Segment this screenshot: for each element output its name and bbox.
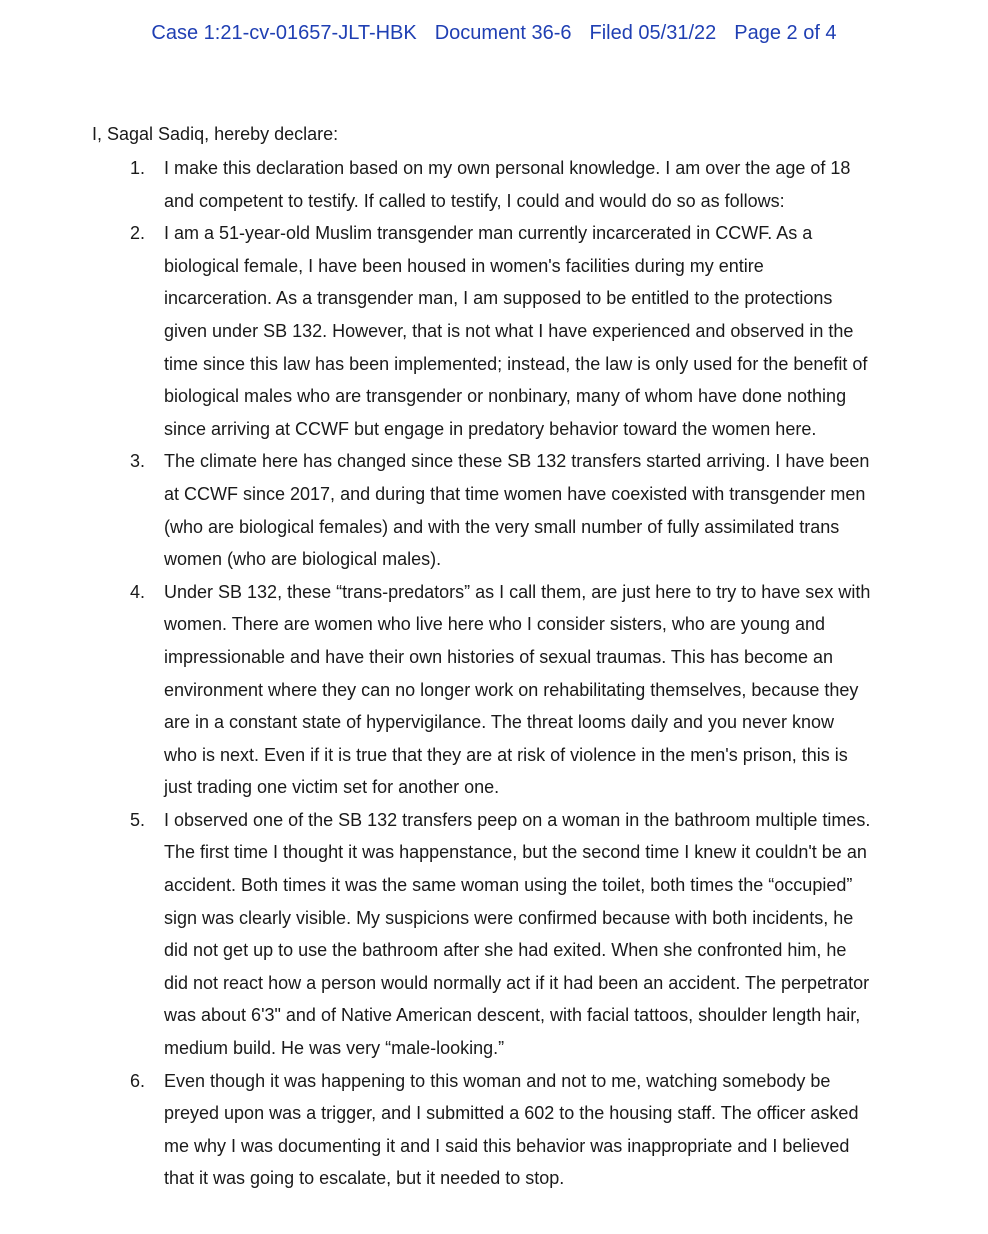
paragraph-line: medium build. He was very “male-looking.”	[164, 1038, 505, 1059]
numbered-paragraphs	[130, 152, 910, 1195]
paragraph-line: since arriving at CCWF but engage in predatory behavior toward the women here.	[164, 418, 817, 439]
paragraph-number: 4.	[130, 581, 146, 602]
paragraph-line: preyed upon was a trigger, and I submitted a 602 to the housing staff. The officer asked	[164, 1103, 859, 1124]
numbered-paragraph	[130, 152, 910, 217]
paragraph-line: at CCWF since 2017, and during that time women have coexisted with transgender men	[164, 483, 866, 504]
paragraph-line: and competent to testify. If called to testify, I could and would do so as follows:	[164, 190, 785, 211]
numbered-paragraph	[130, 445, 910, 575]
numbered-paragraph	[130, 1065, 910, 1195]
paragraph-number: 3.	[130, 451, 146, 472]
paragraph-line: I am a 51-year-old Muslim transgender man currently incarcerated in CCWF. As a	[164, 223, 813, 244]
paragraph-line: I make this declaration based on my own personal knowledge. I am over the age of 18	[164, 158, 851, 178]
case-number: Case 1:21-cv-01657-JLT-HBK	[151, 22, 417, 44]
paragraph-line: given under SB 132. However, that is not what I have experienced and observed in the	[164, 320, 854, 341]
court-filing-header	[0, 22, 988, 45]
paragraph-line: biological males who are transgender or nonbinary, many of whom have done nothing	[164, 386, 847, 407]
paragraph-number: 1.	[130, 158, 146, 178]
numbered-paragraph	[130, 217, 910, 445]
paragraph-line: accident. Both times it was the same woman using the toilet, both times the “occupied”	[164, 875, 853, 896]
numbered-paragraph	[130, 804, 910, 1065]
declaration-intro: I, Sagal Sadiq, hereby declare:	[92, 124, 339, 144]
paragraph-line: Even though it was happening to this woman and not to me, watching somebody be	[164, 1070, 831, 1091]
paragraph-line: just trading one victim set for another one.	[164, 777, 500, 798]
document-number: Document 36-6	[434, 22, 572, 44]
paragraph-line: time since this law has been implemented; instead, the law is only used for the benefit of	[164, 353, 868, 374]
paragraph-line: did not get up to use the bathroom after she had exited. When she confronted him, he	[164, 940, 847, 961]
paragraph-line: The climate here has changed since these SB 132 transfers started arriving. I have been	[164, 451, 870, 472]
paragraph-line: The first time I thought it was happenstance, but the second time I knew it couldn't be an	[164, 842, 867, 863]
paragraph-number: 5.	[130, 809, 146, 830]
paragraph-number: 6.	[130, 1070, 146, 1091]
paragraph-line: did not react how a person would normally act if it had been an accident. The perpetrator	[164, 972, 870, 993]
numbered-paragraph	[130, 576, 910, 804]
paragraph-line: (who are biological females) and with the very small number of fully assimilated trans	[164, 516, 840, 537]
paragraph-line: incarceration. As a transgender man, I am supposed to be entitled to the protections	[164, 288, 833, 309]
paragraph-number: 2.	[130, 223, 146, 244]
paragraph-line: impressionable and have their own histories of sexual traumas. This has become an	[164, 646, 834, 667]
paragraph-line: that it was going to escalate, but it needed to stop.	[164, 1168, 565, 1189]
paragraph-line: was about 6'3" and of Native American descent, with facial tattoos, shoulder length hair,	[164, 1005, 861, 1026]
paragraph-line: me why I was documenting it and I said this behavior was inappropriate and I believed	[164, 1135, 850, 1156]
paragraph-line: women. There are women who live here who I consider sisters, who are young and	[164, 614, 826, 635]
filed-date: Filed 05/31/22	[589, 22, 717, 44]
paragraph-line: I observed one of the SB 132 transfers peep on a woman in the bathroom multiple times.	[164, 809, 871, 830]
paragraph-line: are in a constant state of hypervigilance. The threat looms daily and you never know	[164, 712, 835, 733]
paragraph-line: sign was clearly visible. My suspicions were confirmed because with both incidents, he	[164, 907, 854, 928]
page-indicator: Page 2 of 4	[734, 22, 837, 44]
paragraph-line: women (who are biological males).	[164, 549, 442, 570]
paragraph-line: Under SB 132, these “trans-predators” as I call them, are just here to try to have sex with	[164, 581, 871, 602]
paragraph-line: environment where they can no longer work on rehabilitating themselves, because they	[164, 679, 859, 700]
paragraph-line: biological female, I have been housed in women's facilities during my entire	[164, 255, 764, 276]
paragraph-line: who is next. Even if it is true that they are at risk of violence in the men's prison, this is	[164, 744, 848, 765]
